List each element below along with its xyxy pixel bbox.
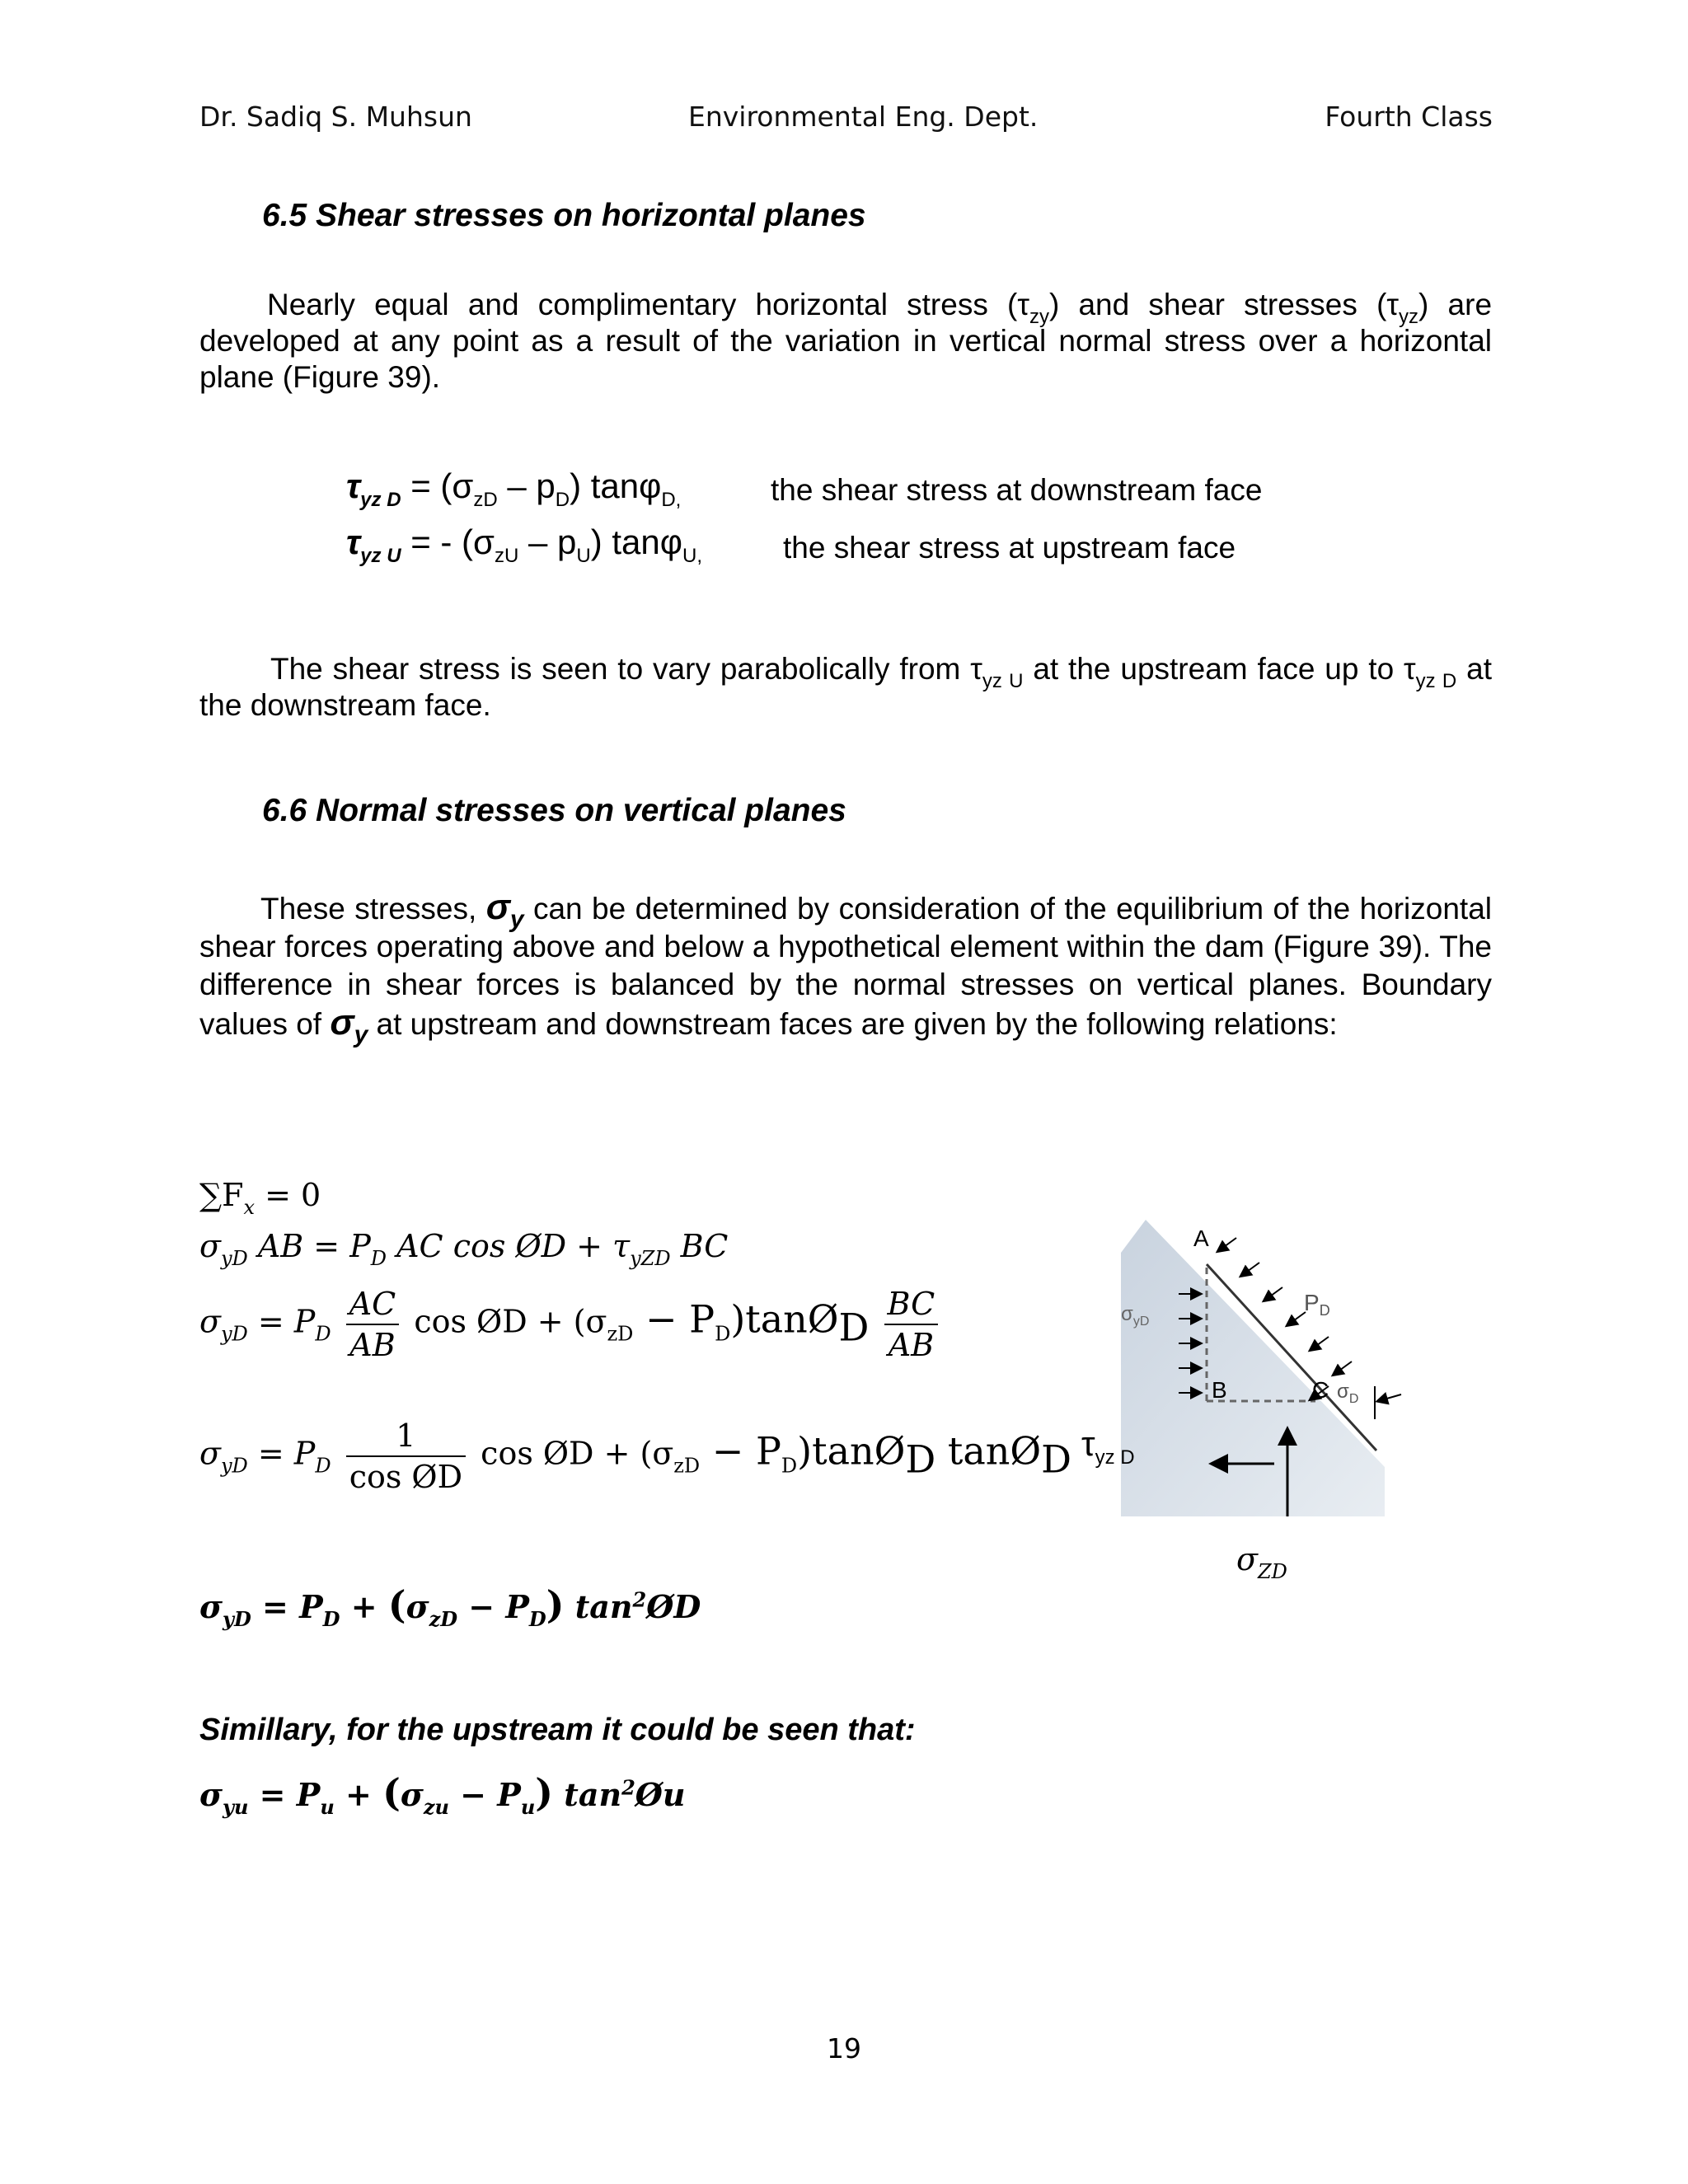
paragraph-normal-stresses: These stresses, $\sigma_y$ can be determined by consideration of the equilibrium of the horizontal shear forces operating above and below a hypothetical element within the dam (Figure 39). The difference in shear forces is balanced by the normal stresses on vertical planes. Boundary values of $\sigma_y$ at upstream and downstream faces are given by the following relations: bbox=[199, 887, 1492, 1048]
paragraph-shear-intro: Nearly equal and complimentary horizontal stress $(\tau_{zy})$ and shear stresses $(\tau_{yz})$ are developed at any point as a result of the variation in vertical normal stress over a horizontal plane (Figure 39). bbox=[199, 288, 1493, 394]
sigma-zd-label: $\sigma_{ZD}$ bbox=[1236, 1541, 1287, 1583]
header-class: Fourth Class bbox=[1325, 101, 1493, 133]
equation-tau-downstream-desc: the shear stress at downstream face bbox=[771, 473, 1263, 507]
label-c: C bbox=[1312, 1377, 1329, 1403]
header-author: Dr. Sadiq S. Muhsun bbox=[199, 101, 472, 133]
equation-sigma-fraction: $\sigma_{yD} = P_D$ $\frac{AC}{AB}$ cos ØD + ($\sigma_{zD}$ − $P_D)\tan Ø_D$ $\frac{BC}{AB}$ bbox=[199, 1286, 943, 1363]
equation-sigma-cos: $\sigma_{yD} = P_D$ $\frac{1}{\text{cos ØD}}$ cos ØD + ($\sigma_{zD}$ − $P_D)\tan Ø_D$ tanØ$_D$ bbox=[199, 1418, 1072, 1495]
equation-tau-upstream: $\tau_{yz U}$ = - $(\sigma_{zU} - p_U)$ tanφ$_{U,}$ bbox=[346, 523, 702, 567]
heading-6-5: 6.5 Shear stresses on horizontal planes bbox=[262, 198, 866, 233]
label-sigma-d: $\sigma_D$ bbox=[1337, 1380, 1359, 1406]
similarly-upstream-text: Simillary, for the upstream it could be seen that: bbox=[199, 1713, 916, 1747]
paragraph-shear-variation: The shear stress is seen to vary parabolically from $\tau_{yz U}$ at the upstream face up to $\tau_{yz D}$ at the downstream face. bbox=[199, 652, 1492, 722]
dam-body-shape bbox=[1121, 1220, 1385, 1516]
dam-element-figure bbox=[1071, 1203, 1434, 1566]
heading-6-6: 6.6 Normal stresses on vertical planes bbox=[262, 793, 846, 828]
label-b: B bbox=[1212, 1377, 1227, 1403]
page-number: 19 bbox=[827, 2032, 861, 2064]
label-a: A bbox=[1193, 1226, 1209, 1251]
equation-tau-downstream: $\tau_{yz D} = (\sigma_{zD} - p_D)$ tanφ$_{D,}$ bbox=[346, 466, 682, 511]
equation-sigma-yu: $\sigma_{yu} = P_u + (\sigma_{zu} - P_u)$ $\tan^2Øu$ bbox=[199, 1770, 686, 1819]
label-pd: $P_D$ bbox=[1304, 1290, 1330, 1319]
sigma-d-arrow bbox=[1378, 1394, 1401, 1401]
tau-yz-d-label: $\tau_{yz D}$ bbox=[1081, 1424, 1135, 1469]
equation-sigma-ab: $\sigma_{yD}$ AB = $P_D$ AC cos ØD + $\tau_{yZD}$ BC bbox=[199, 1228, 729, 1270]
equation-tau-upstream-desc: the shear stress at upstream face bbox=[783, 531, 1236, 565]
equation-sum-fx: $\sum F_x = 0$ bbox=[199, 1177, 321, 1219]
header-department: Environmental Eng. Dept. bbox=[688, 101, 1039, 133]
equation-sigma-yd-final: $\sigma_{yD} = P_D + (\sigma_{zD} - P_D)$ $\tan^2ØD$ bbox=[199, 1582, 701, 1631]
label-sigma-y: $\sigma_{yD}$ bbox=[1121, 1303, 1150, 1329]
